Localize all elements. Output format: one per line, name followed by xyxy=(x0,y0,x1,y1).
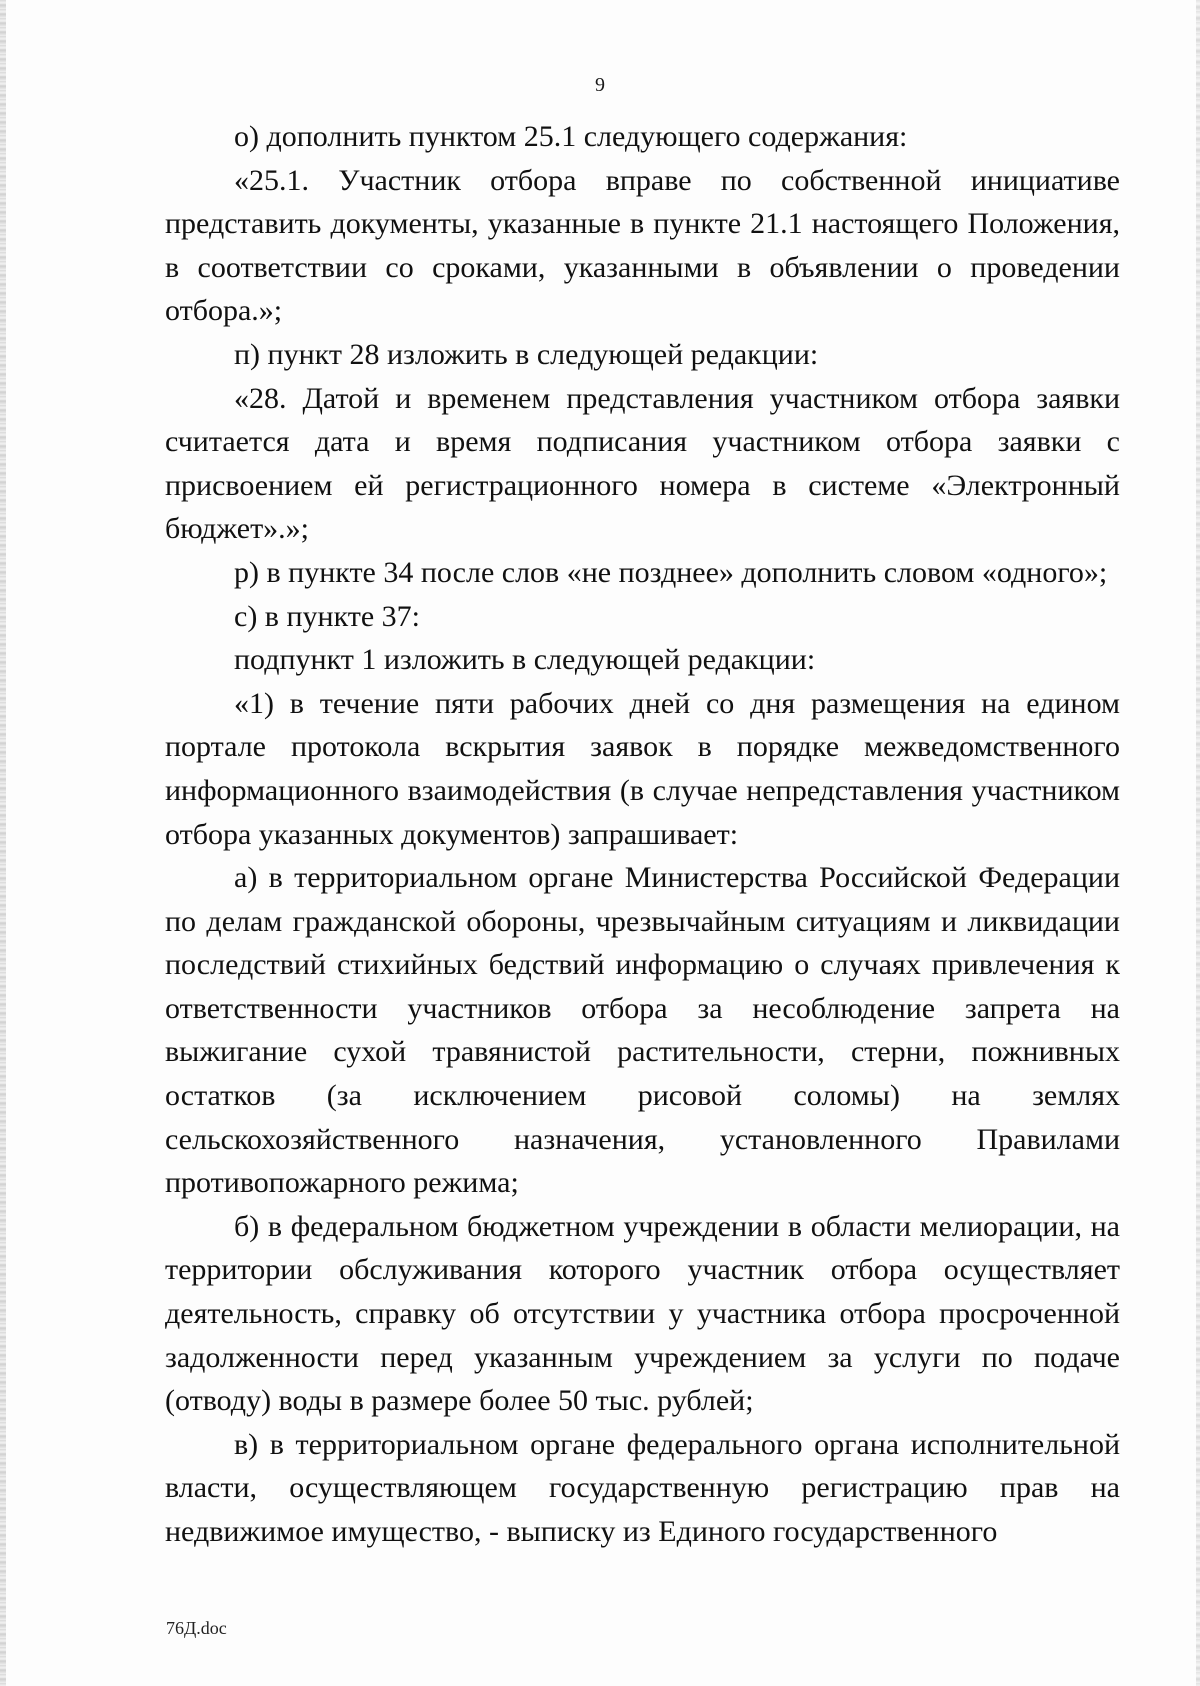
paragraph-b: б) в федеральном бюджетном учреждении в области мелиорации, на территории обслуживания которого участник отбора осуществляет деятельность, справку об отсутствии у участника отбора просроченной задолженности перед указанным учреждением за услуги по подаче (отводу) воды в размере более 50 тыс. рублей; xyxy=(165,1209,1120,1418)
scan-edge-left xyxy=(0,0,6,1686)
paragraph-p: п) пункт 28 изложить в следующей редакции: xyxy=(234,337,819,371)
paragraph-1-text: «1) в течение пяти рабочих дней со дня размещения на едином портале протокола вскрытия заявок в порядке межведомственного информационного взаимодействия (в случае непредставления участником отбора указанных документов) запрашивает: xyxy=(165,686,1120,851)
paragraph-o: о) дополнить пунктом 25.1 следующего содержания: xyxy=(234,120,908,153)
footer-filename: 76Д.doc xyxy=(166,1618,227,1638)
paragraph-25-1: «25.1. Участник отбора вправе по собственной инициативе представить документы, указанные в пункте 21.1 настоящего Положения, в соответствии со сроками, указанными в объявлении о проведении отбора.»; xyxy=(165,163,1120,328)
paragraph-v: в) в территориальном органе федерального органа исполнительной власти, осуществляющем государственную регистрацию прав на недвижимое имущество, - выписку из Единого государственного xyxy=(165,1427,1120,1548)
paragraph-a: а) в территориальном органе Министерства Российской Федерации по делам гражданской обороны, чрезвычайным ситуациям и ликвидации последствий стихийных бедствий информацию о случаях привлечения к ответственности участников отбора за несоблюдение запрета на выжигание сухой травянистой растительности, стерни, пожнивных остатков (за исключением рисовой соломы) на землях сельскохозяйственного назначения, установленного Правилами противопожарного режима; xyxy=(165,861,1120,1200)
paragraph-r: р) в пункте 34 после слов «не позднее» дополнить словом «одного»; xyxy=(234,555,1108,589)
paragraph-28: «28. Датой и временем представления участником отбора заявки считается дата и время подписания участником отбора заявки с присвоением ей регистрационного номера в системе «Электронный бюджет».»; xyxy=(165,381,1120,546)
paragraph-s: с) в пункте 37: xyxy=(234,599,421,633)
page-number: 9 xyxy=(595,74,605,96)
document-body xyxy=(165,115,1120,1554)
paragraph-subpoint-1: подпункт 1 изложить в следующей редакции: xyxy=(234,643,816,677)
scan-edge-right xyxy=(1196,0,1200,1686)
